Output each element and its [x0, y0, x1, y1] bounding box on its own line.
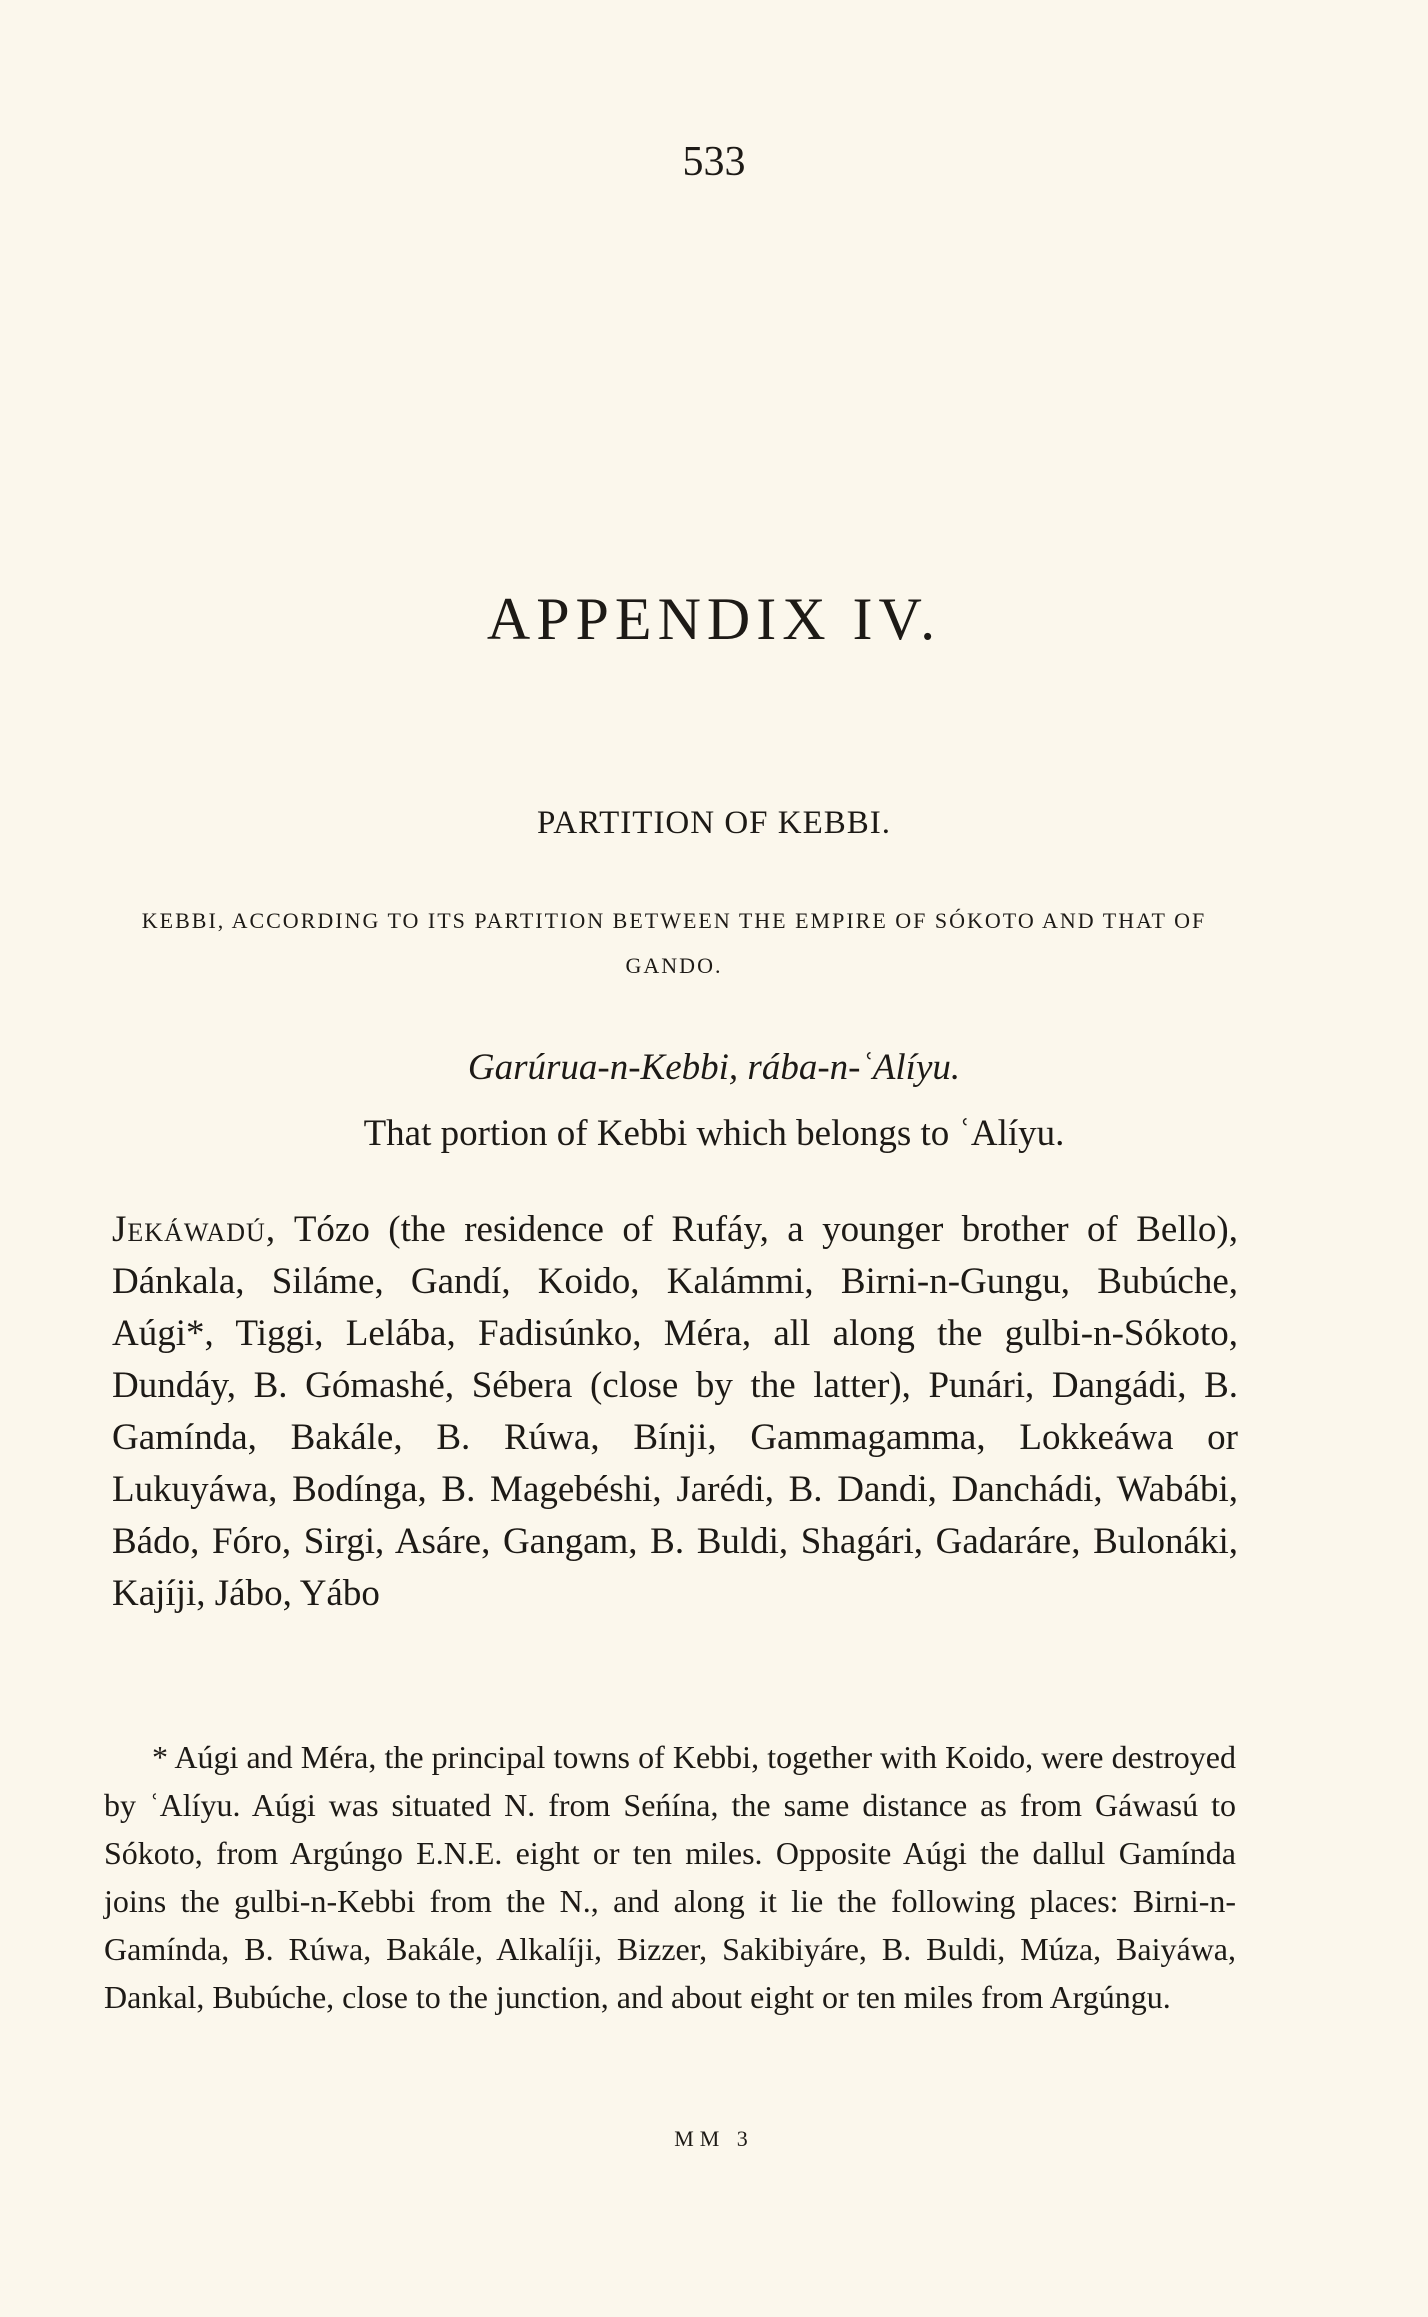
page-number: 533 — [682, 139, 746, 185]
appendix-title: APPENDIX IV. — [486, 586, 942, 652]
signature-mark: MM 3 — [674, 2126, 754, 2151]
body-paragraph: Tózo (the residence of Rufáy, a younger brother of Bello), Dánkala, Siláme, Gandí, Koido, Kalámmi, Birni-n-Gungu, Bubúche, Aúgi*, Tiggi, Lelába, Fadisúnko, Méra, all along the gulbi-n-Sókoto, Dundáy, B. Gómashé, Sébera (close by the latter), Punári, Dangádi, B. Gamínda, Bakále, B. Rúwa, Bínji, Gammagamma, Lokkeáwa or Lukuyáwa, Bodínga, B. Magebéshi, Jarédi, B. Dandi, Danchádi, Wabábi, Bádo, Fóro, Sirgi, Asáre, Gangam, B. Buldi, Shagári, Gadaráre, Bulonáki, Kajíji, Jábo, Yábo — [112, 1209, 1238, 1614]
subtitle: KEBBI, ACCORDING TO ITS PARTITION BETWEEN THE EMPIRE OF SÓKOTO AND THAT OF GANDO. — [141, 908, 1207, 978]
hausa-title: Garúrua-n-Kebbi, rába-n-ʿAlíyu. — [467, 1047, 961, 1088]
body-lead: Jekáwadú, — [112, 1209, 277, 1250]
body-text — [112, 1204, 1238, 1620]
hausa-translation: That portion of Kebbi which belongs to ʿAlíyu. — [363, 1113, 1065, 1154]
footnote — [104, 1733, 1236, 2021]
section-title: PARTITION OF KEBBI. — [536, 805, 892, 841]
footnote-text: * Aúgi and Méra, the principal towns of Kebbi, together with Koido, were destroyed by ʿAlíyu. Aúgi was situated N. from Seńína, the same distance as from Gáwasú to Sókoto, from Argúngo E.N.E. eight or ten miles. Opposite Aúgi the dallul Gamínda joins the gulbi-n-Kebbi from the N., and along it lie the following places: Birni-n-Gamínda, B. Rúwa, Bakále, Alkalíji, Bizzer, Sakibiyáre, B. Buldi, Múza, Baiyáwa, Dankal, Bubúche, close to the junction, and about eight or ten miles from Argúngu. — [104, 1739, 1236, 2015]
